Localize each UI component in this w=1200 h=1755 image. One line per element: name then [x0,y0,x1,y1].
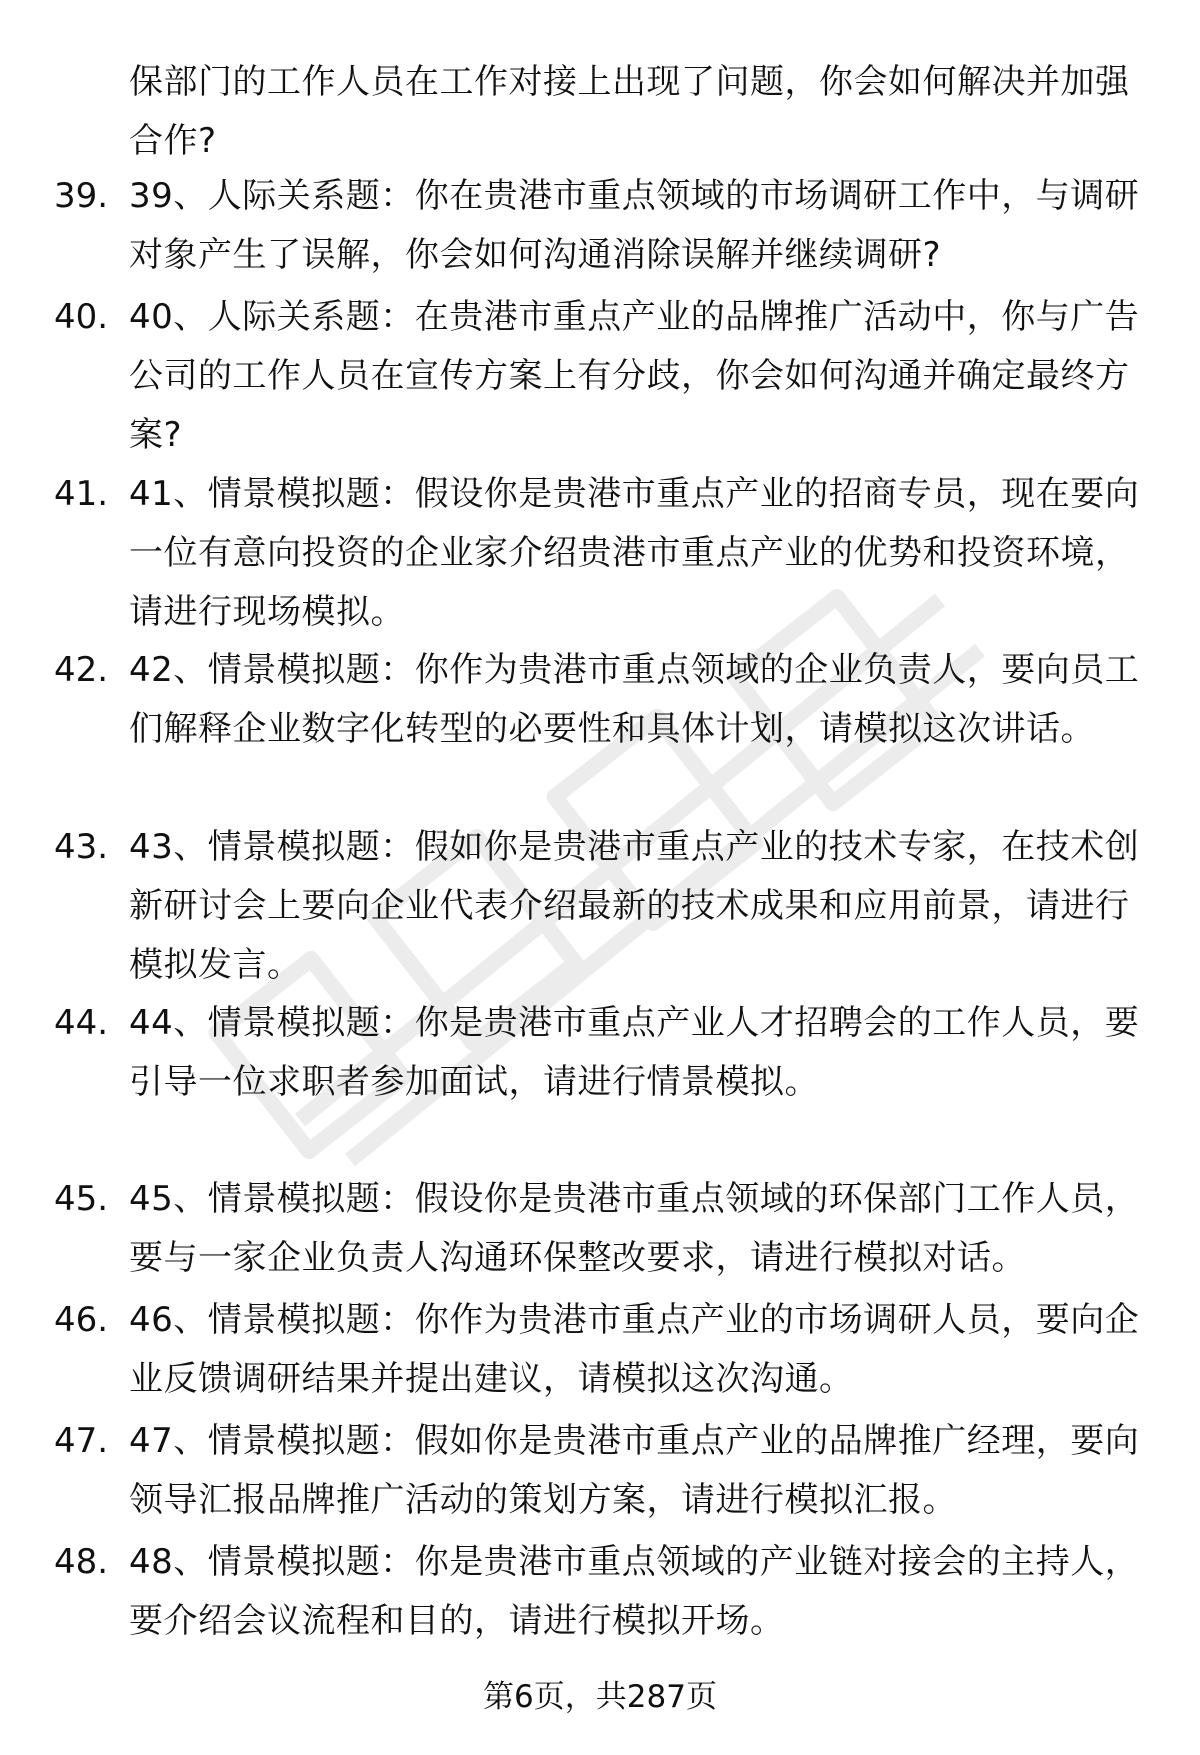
item-number: 41. [54,474,109,514]
item-text: 48、情景模拟题：你是贵港市重点领域的产业链对接会的主持人，要介绍会议流程和目的，请进行模拟开场。 [129,1542,1140,1641]
item-number: 46. [54,1300,109,1340]
item-number: 44. [54,1003,109,1043]
item-number: 42. [54,650,109,690]
item-text: 40、人际关系题：在贵港市重点产业的品牌推广活动中，你与广告公司的工作人员在宣传方案上有分歧，你会如何沟通并确定最终方案? [129,297,1140,455]
item-number: 40. [54,297,109,337]
item-text: 42、情景模拟题：你作为贵港市重点领域的企业负责人，要向员工们解释企业数字化转型的必要性和具体计划，请模拟这次讲话。 [129,650,1140,749]
item-text: 43、情景模拟题：假如你是贵港市重点产业的技术专家，在技术创新研讨会上要向企业代表介绍最新的技术成果和应用前景，请进行模拟发言。 [129,827,1140,985]
item-text: 41、情景模拟题：假设你是贵港市重点产业的招商专员，现在要向一位有意向投资的企业家介绍贵港市重点产业的优势和投资环境，请进行现场模拟。 [129,474,1140,632]
item-text: 46、情景模拟题：你作为贵港市重点产业的市场调研人员，要向企业反馈调研结果并提出建议，请模拟这次沟通。 [129,1300,1140,1399]
page-footer: 第6页，共287页 [483,1679,717,1715]
item-number: 45. [54,1179,109,1219]
item-number: 48. [54,1542,109,1582]
continuation-text: 保部门的工作人员在工作对接上出现了问题，你会如何解决并加强合作? [129,62,1130,161]
item-number: 39. [54,176,109,216]
item-text: 47、情景模拟题：假如你是贵港市重点产业的品牌推广经理，要向领导汇报品牌推广活动的策划方案，请进行模拟汇报。 [129,1421,1140,1520]
item-text: 39、人际关系题：你在贵港市重点领域的市场调研工作中，与调研对象产生了误解，你会如何沟通消除误解并继续调研? [129,176,1140,275]
item-number: 47. [54,1421,109,1461]
item-number: 43. [54,827,109,867]
item-text: 45、情景模拟题：假设你是贵港市重点领域的环保部门工作人员，要与一家企业负责人沟通环保整改要求，请进行模拟对话。 [129,1179,1140,1278]
item-text: 44、情景模拟题：你是贵港市重点产业人才招聘会的工作人员，要引导一位求职者参加面试，请进行情景模拟。 [129,1003,1140,1102]
